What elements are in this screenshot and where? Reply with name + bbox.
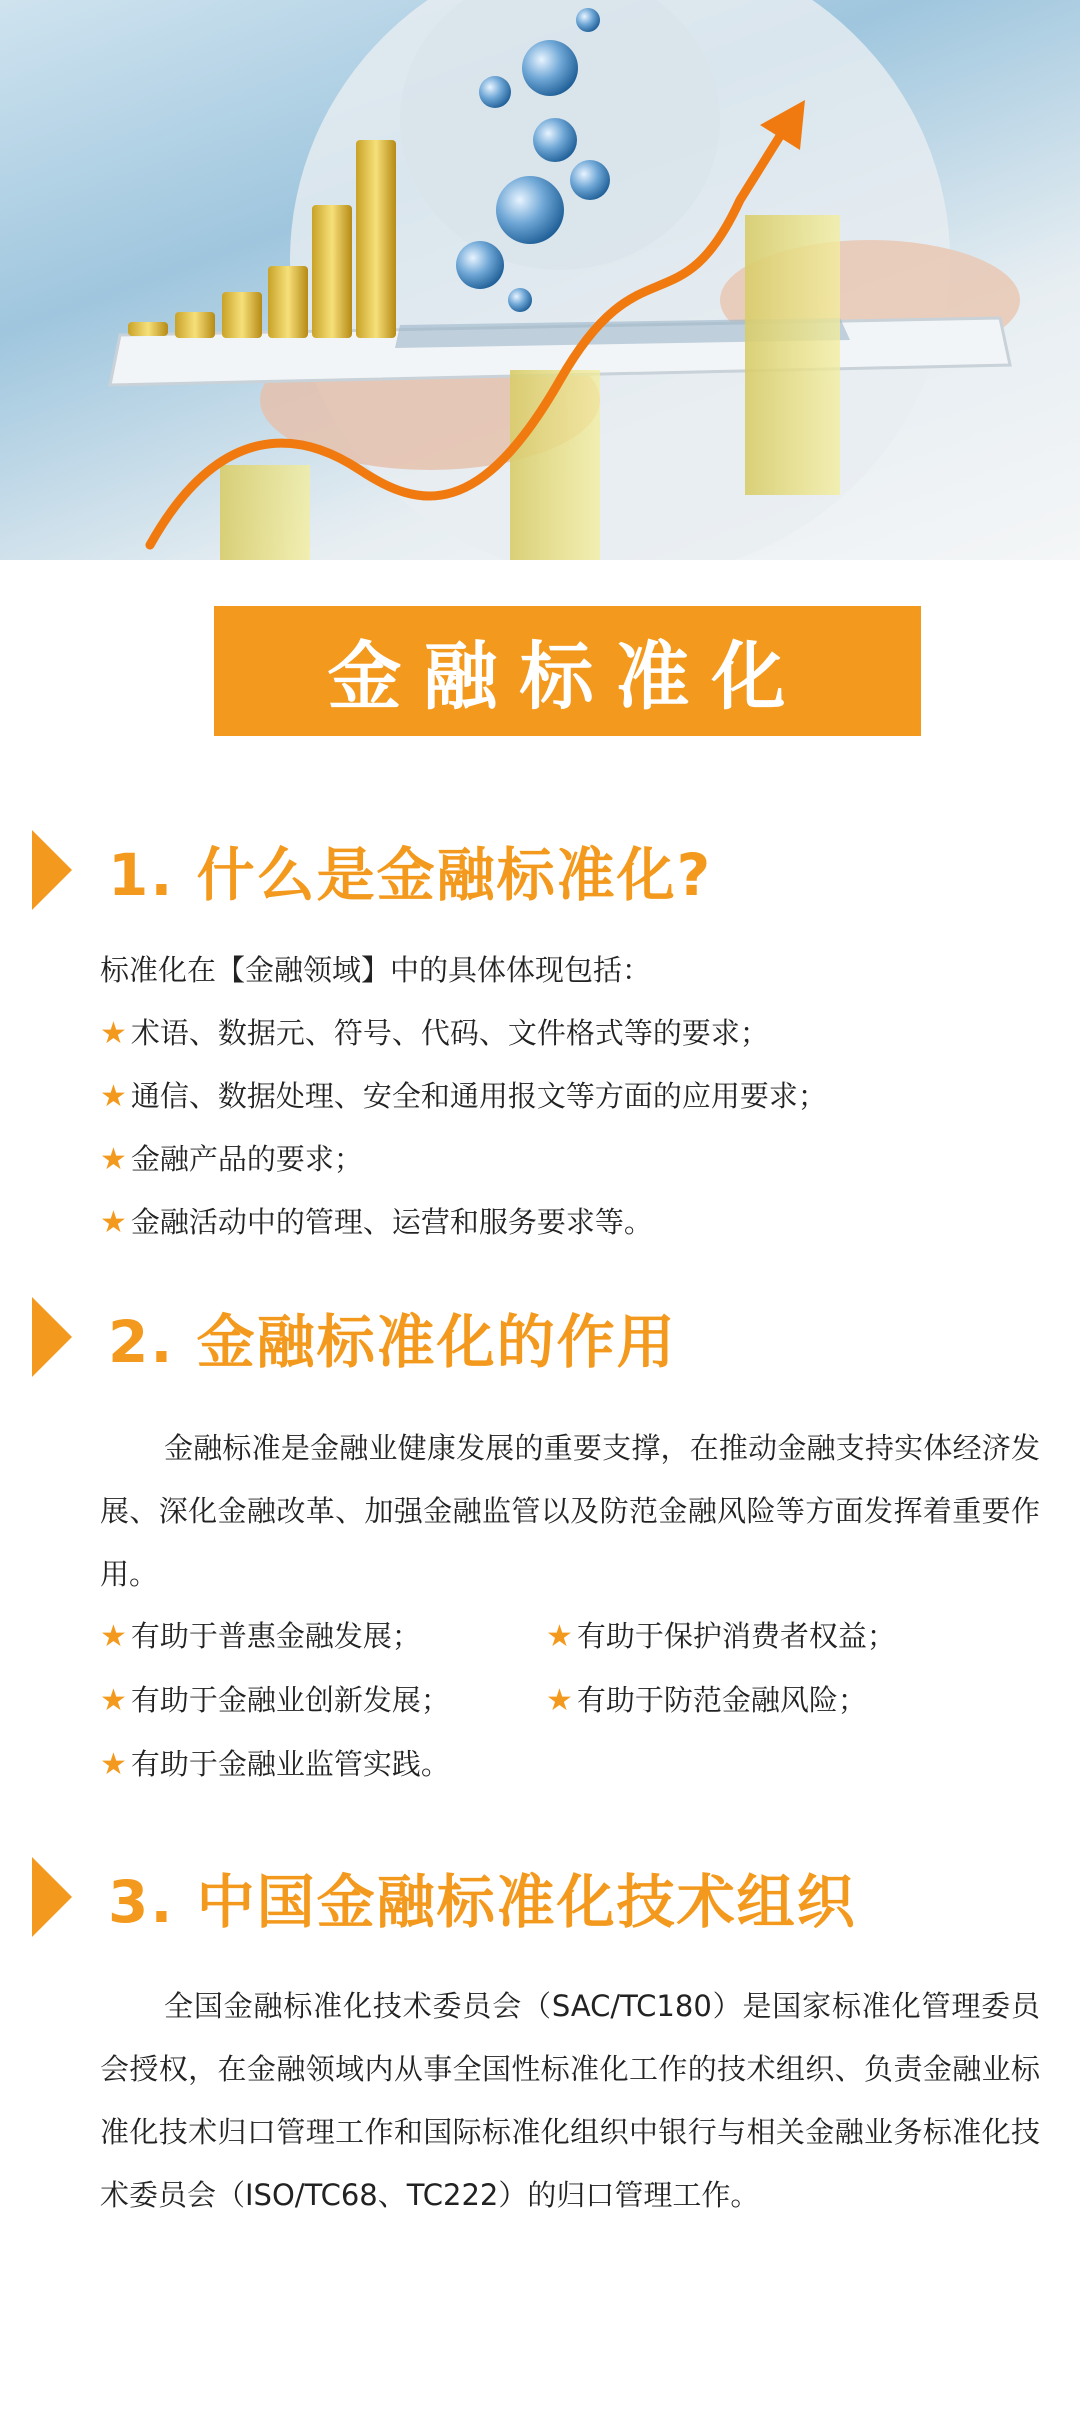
star-icon: ★: [100, 1016, 127, 1051]
star-icon: ★: [100, 1747, 127, 1782]
list-item: ★ 金融活动中的管理、运营和服务要求等。: [100, 1205, 653, 1240]
orange-triangle-icon: [32, 830, 72, 910]
section-3-heading: [32, 1855, 1042, 1939]
star-icon: ★: [100, 1205, 127, 1240]
list-item: ★ 金融产品的要求；: [100, 1142, 363, 1177]
star-icon: ★: [546, 1619, 573, 1654]
orange-triangle-icon: [32, 1857, 72, 1937]
page-title-banner: [214, 606, 921, 736]
list-item: ★ 术语、数据元、符号、代码、文件格式等的要求；: [100, 1016, 769, 1051]
section-2-title: 2. 金融标准化的作用: [108, 1308, 677, 1376]
section-1-heading: [32, 828, 1042, 912]
section-2-paragraph: 金融标准是金融业健康发展的重要支撑，在推动金融支持实体经济发展、深化金融改革、加强金融监管以及防范金融风险等方面发挥着重要作用。: [100, 1431, 1040, 1591]
star-icon: ★: [546, 1683, 573, 1718]
section-2-heading: [32, 1295, 1042, 1379]
star-icon: ★: [100, 1619, 127, 1654]
list-item: ★ 有助于防范金融风险；: [546, 1683, 867, 1718]
list-item: ★ 通信、数据处理、安全和通用报文等方面的应用要求；: [100, 1079, 827, 1114]
list-item: ★ 有助于普惠金融发展；: [100, 1619, 421, 1654]
list-item: ★ 有助于金融业创新发展；: [100, 1683, 450, 1718]
list-item: ★ 有助于保护消费者权益；: [546, 1619, 896, 1654]
star-icon: ★: [100, 1142, 127, 1177]
list-item: ★ 有助于金融业监管实践。: [100, 1747, 450, 1782]
hero-illustration: [0, 0, 1080, 560]
page-title: 金融标准化: [327, 634, 808, 720]
hero-image: [0, 0, 1080, 560]
star-icon: ★: [100, 1683, 127, 1718]
section-1-title: 1. 什么是金融标准化?: [108, 841, 713, 909]
section-3-paragraph: 全国金融标准化技术委员会（SAC/TC180）是国家标准化管理委员会授权，在金融领域内从事全国性标准化工作的技术组织、负责金融业标准化技术归口管理工作和国际标准化组织中银行与相关金融业务标准化技术委员会（ISO/TC68、TC222）的归口管理工作。: [100, 1989, 1040, 2212]
star-icon: ★: [100, 1079, 127, 1114]
section-1-intro: 标准化在【金融领域】中的具体体现包括：: [100, 953, 652, 987]
section-3-title: 3. 中国金融标准化技术组织: [108, 1868, 857, 1936]
orange-triangle-icon: [32, 1297, 72, 1377]
